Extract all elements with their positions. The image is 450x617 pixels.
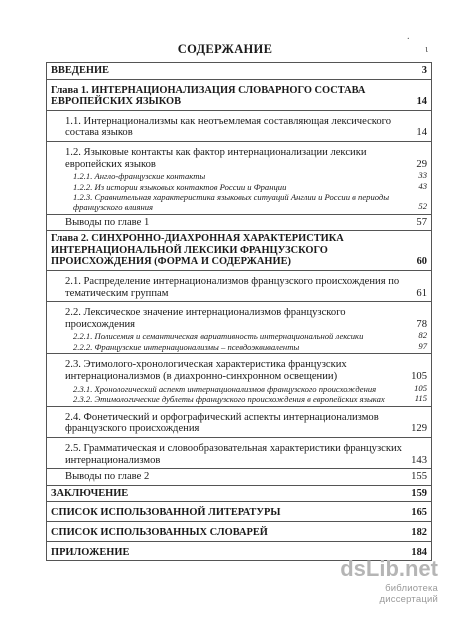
toc-entry-text: ВВЕДЕНИЕ <box>51 65 109 76</box>
toc-entry-text: ПРИЛОЖЕНИЕ <box>51 546 130 558</box>
toc-entry-conclusions-1 <box>46 214 432 231</box>
toc-page-number: 3 <box>421 65 427 76</box>
toc-page-number: 52 <box>418 200 427 211</box>
toc-entry-text: 2.2.2. Французские интернационализмы – псевдоэквиваленты <box>73 341 300 352</box>
margin-mark: ι <box>425 44 428 55</box>
toc-entry-text: ЗАКЛЮЧЕНИЕ <box>51 487 129 499</box>
toc-entry-chapter-2 <box>46 230 432 270</box>
toc-entry-subsection <box>46 193 432 213</box>
toc-entry-text: СПИСОК ИСПОЛЬЗОВАННЫХ СЛОВАРЕЙ <box>51 527 268 538</box>
toc-page-number: 14 <box>416 96 427 108</box>
toc-page-number: 184 <box>411 546 427 558</box>
toc-entry-text: 2.5. Грамматическая и словообразовательная характеристики французских интернационализмов <box>65 443 402 466</box>
toc-entry-text: 2.3.1. Хронологический аспект интернационализмов французского происхождения <box>73 383 377 394</box>
toc-entry-bibliography <box>46 501 432 521</box>
toc-page-number: 105 <box>411 371 427 383</box>
toc-entry-subsection <box>46 395 432 406</box>
margin-mark: · <box>406 34 410 45</box>
toc-page-number: 33 <box>418 170 427 181</box>
toc-entry-text: Выводы по главе 1 <box>65 216 150 228</box>
toc-entry-introduction <box>46 62 432 79</box>
toc-page-number: 129 <box>411 423 427 435</box>
toc-page-number: 14 <box>416 127 427 139</box>
toc-entry-conclusion <box>46 485 432 502</box>
toc-entry-text: 2.2.1. Полисемия и семантическая вариативность интернациональной лексики <box>73 331 364 342</box>
toc-entry-text: Глава 2. СИНХРОННО-ДИАХРОННАЯ ХАРАКТЕРИСТИКА ИНТЕРНАЦИОНАЛЬНОЙ ЛЕКСИКИ ФРАНЦУЗСКОГО ПРОИСХОЖДЕНИЯ (ФОРМА И СОДЕРЖАНИЕ) <box>51 233 344 268</box>
toc-entry-subsection <box>46 340 432 354</box>
toc-entry-section <box>46 406 432 437</box>
toc-entry-text: 2.4. Фонетический и орфографический аспекты интернационализмов французского происхождения <box>65 411 379 435</box>
table-of-contents <box>46 62 432 561</box>
toc-page-number: 105 <box>414 382 427 393</box>
toc-page-number: 155 <box>411 471 427 483</box>
toc-entry-conclusions-2 <box>46 468 432 485</box>
toc-entry-text: 1.2. Языковые контакты как фактор интернационализации лексики европейских языков <box>65 146 367 170</box>
toc-page-number: 97 <box>418 340 427 351</box>
toc-entry-section <box>46 353 432 384</box>
toc-page-number: 60 <box>416 256 427 268</box>
toc-entry-chapter-1 <box>46 79 432 110</box>
toc-page-number: 143 <box>411 454 427 466</box>
toc-entry-text: 2.1. Распределение интернационализмов французского происхождения по тематическим группам <box>65 275 400 299</box>
toc-page-number: 61 <box>416 287 427 299</box>
toc-page-number: 78 <box>416 318 427 330</box>
toc-entry-text: 2.3. Этимолого-хронологическая характеристика французских интернационализмов (в диахронно-синхронном освещении) <box>65 359 347 383</box>
toc-entry-text: 1.1. Интернационализмы как неотъемлемая составляющая лексического состава языков <box>65 115 392 139</box>
toc-page-number: 82 <box>418 330 427 341</box>
toc-entry-section <box>46 110 432 141</box>
toc-entry-section <box>46 437 432 468</box>
watermark-logo: dsLib.net <box>340 556 438 581</box>
watermark-subtitle: библиотека диссертаций <box>379 583 438 605</box>
toc-entry-text: 1.2.1. Англо-французские контакты <box>73 171 206 182</box>
toc-page-number: 29 <box>416 158 427 170</box>
toc-entry-section <box>46 141 432 172</box>
toc-page-number: 182 <box>411 527 427 538</box>
toc-page-number: 115 <box>414 393 427 404</box>
toc-entry-text: СПИСОК ИСПОЛЬЗОВАННОЙ ЛИТЕРАТУРЫ <box>51 507 281 519</box>
toc-page-number: 165 <box>411 507 427 519</box>
toc-entry-text: 2.3.2. Этимологические дублеты французского происхождения в европейских языках <box>73 394 385 405</box>
toc-page-number: 43 <box>418 180 427 191</box>
toc-entry-dictionaries <box>46 521 432 541</box>
toc-entry-text: 1.2.2. Из истории языковых контактов России и Франции <box>73 181 287 192</box>
toc-entry-text: Глава 1. ИНТЕРНАЦИОНАЛИЗАЦИЯ СЛОВАРНОГО СОСТАВА ЕВРОПЕЙСКИХ ЯЗЫКОВ <box>51 84 366 108</box>
toc-entry-section <box>46 270 432 301</box>
site-watermark <box>328 557 438 605</box>
page-title: СОДЕРЖАНИЕ <box>177 42 273 56</box>
toc-entry-text: 2.2. Лексическое значение интернационализмов французского происхождения <box>65 307 346 330</box>
toc-entry-text: Выводы по главе 2 <box>65 471 150 483</box>
toc-page-number: 57 <box>416 216 427 228</box>
toc-entry-text: 1.2.3. Сравнительная характеристика языковых ситуаций Англии и России в периоды французского влияния <box>73 192 390 212</box>
toc-entry-section <box>46 301 432 332</box>
toc-page-number: 159 <box>411 487 427 499</box>
